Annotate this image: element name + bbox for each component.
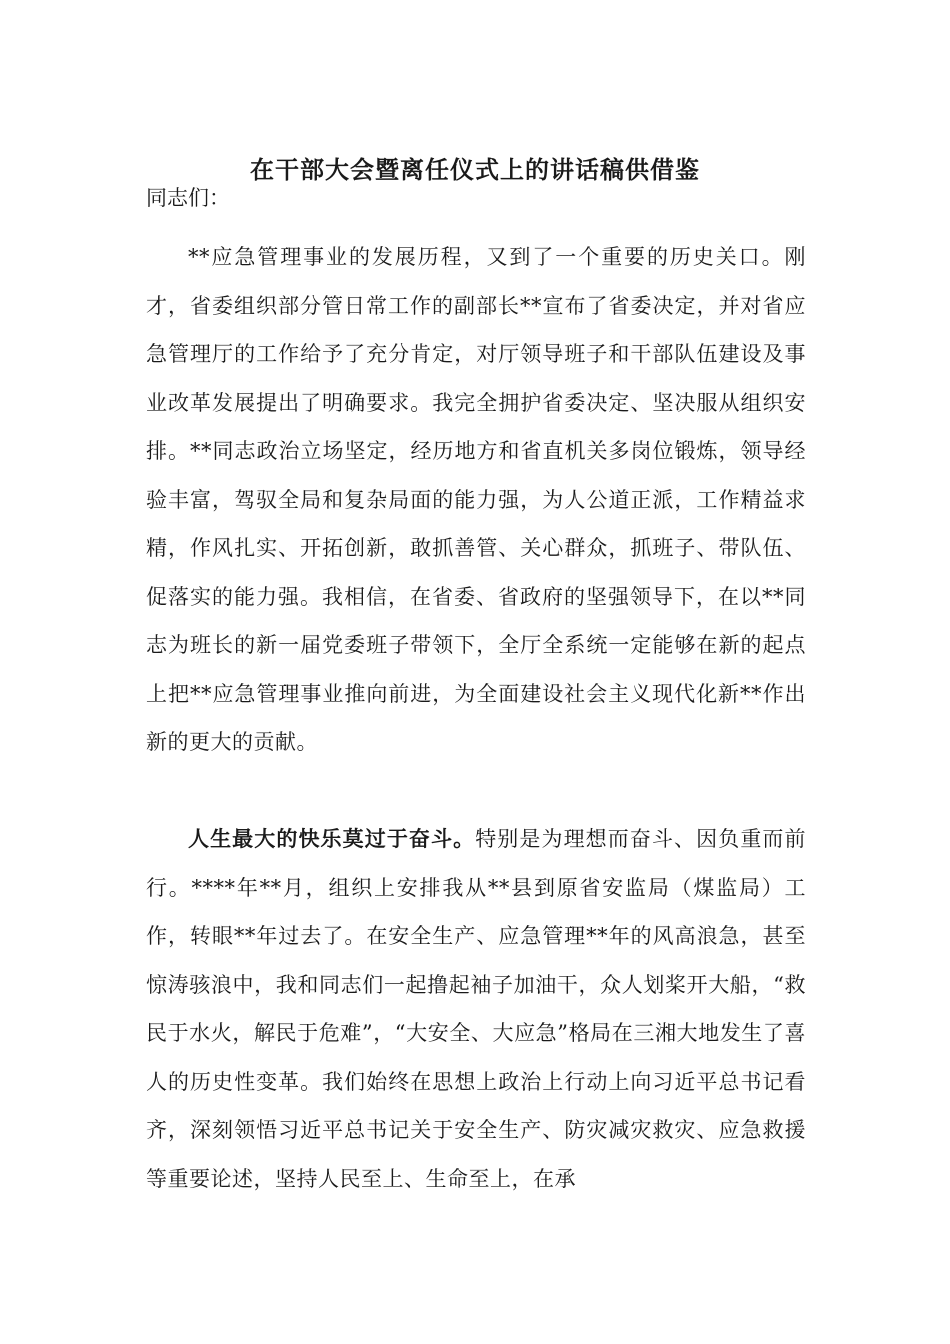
salutation: 同志们： [146,186,230,210]
paragraph-2-text: 特别是为理想而奋斗、因负重而前行。****年**月，组织上安排我从**县到原省安监局（煤监局）工作，转眼**年过去了。在安全生产、应急管理**年的风高浪急，甚至惊涛骇浪中，我和同志们一起撸起袖子加油干，众人划桨开大船，“救民于水火，解民于危难”，“大安全、大应急”格局在三湘大地发生了喜人的历史性变革。我们始终在思想上政治上行动上向习近平总书记看齐，深刻领悟习近平总书记关于安全生产、防灾减灾救灾、应急救援等重要论述，坚持人民至上、生命至上，在承 [146,827,806,1191]
paragraph-1-text: **应急管理事业的发展历程，又到了一个重要的历史关口。刚才，省委组织部分管日常工作的副部长**宣布了省委决定，并对省应急管理厅的工作给予了充分肯定，对厅领导班子和干部队伍建设及事业改革发展提出了明确要求。我完全拥护省委决定、坚决服从组织安排。**同志政治立场坚定，经历地方和省直机关多岗位锻炼，领导经验丰富，驾驭全局和复杂局面的能力强，为人公道正派，工作精益求精，作风扎实、开拓创新，敢抓善管、关心群众，抓班子、带队伍、促落实的能力强。我相信，在省委、省政府的坚强领导下，在以**同志为班长的新一届党委班子带领下，全厅全系统一定能够在新的起点上把**应急管理事业推向前进，为全面建设社会主义现代化新**作出新的更大的贡献。 [146,245,806,754]
document-title: 在干部大会暨离任仪式上的讲话稿供借鉴 [250,155,700,184]
paragraph-1 [146,233,806,767]
paragraph-2-lead: 人生最大的快乐莫过于奋斗。 [188,826,476,851]
paragraph-2 [146,815,806,1203]
